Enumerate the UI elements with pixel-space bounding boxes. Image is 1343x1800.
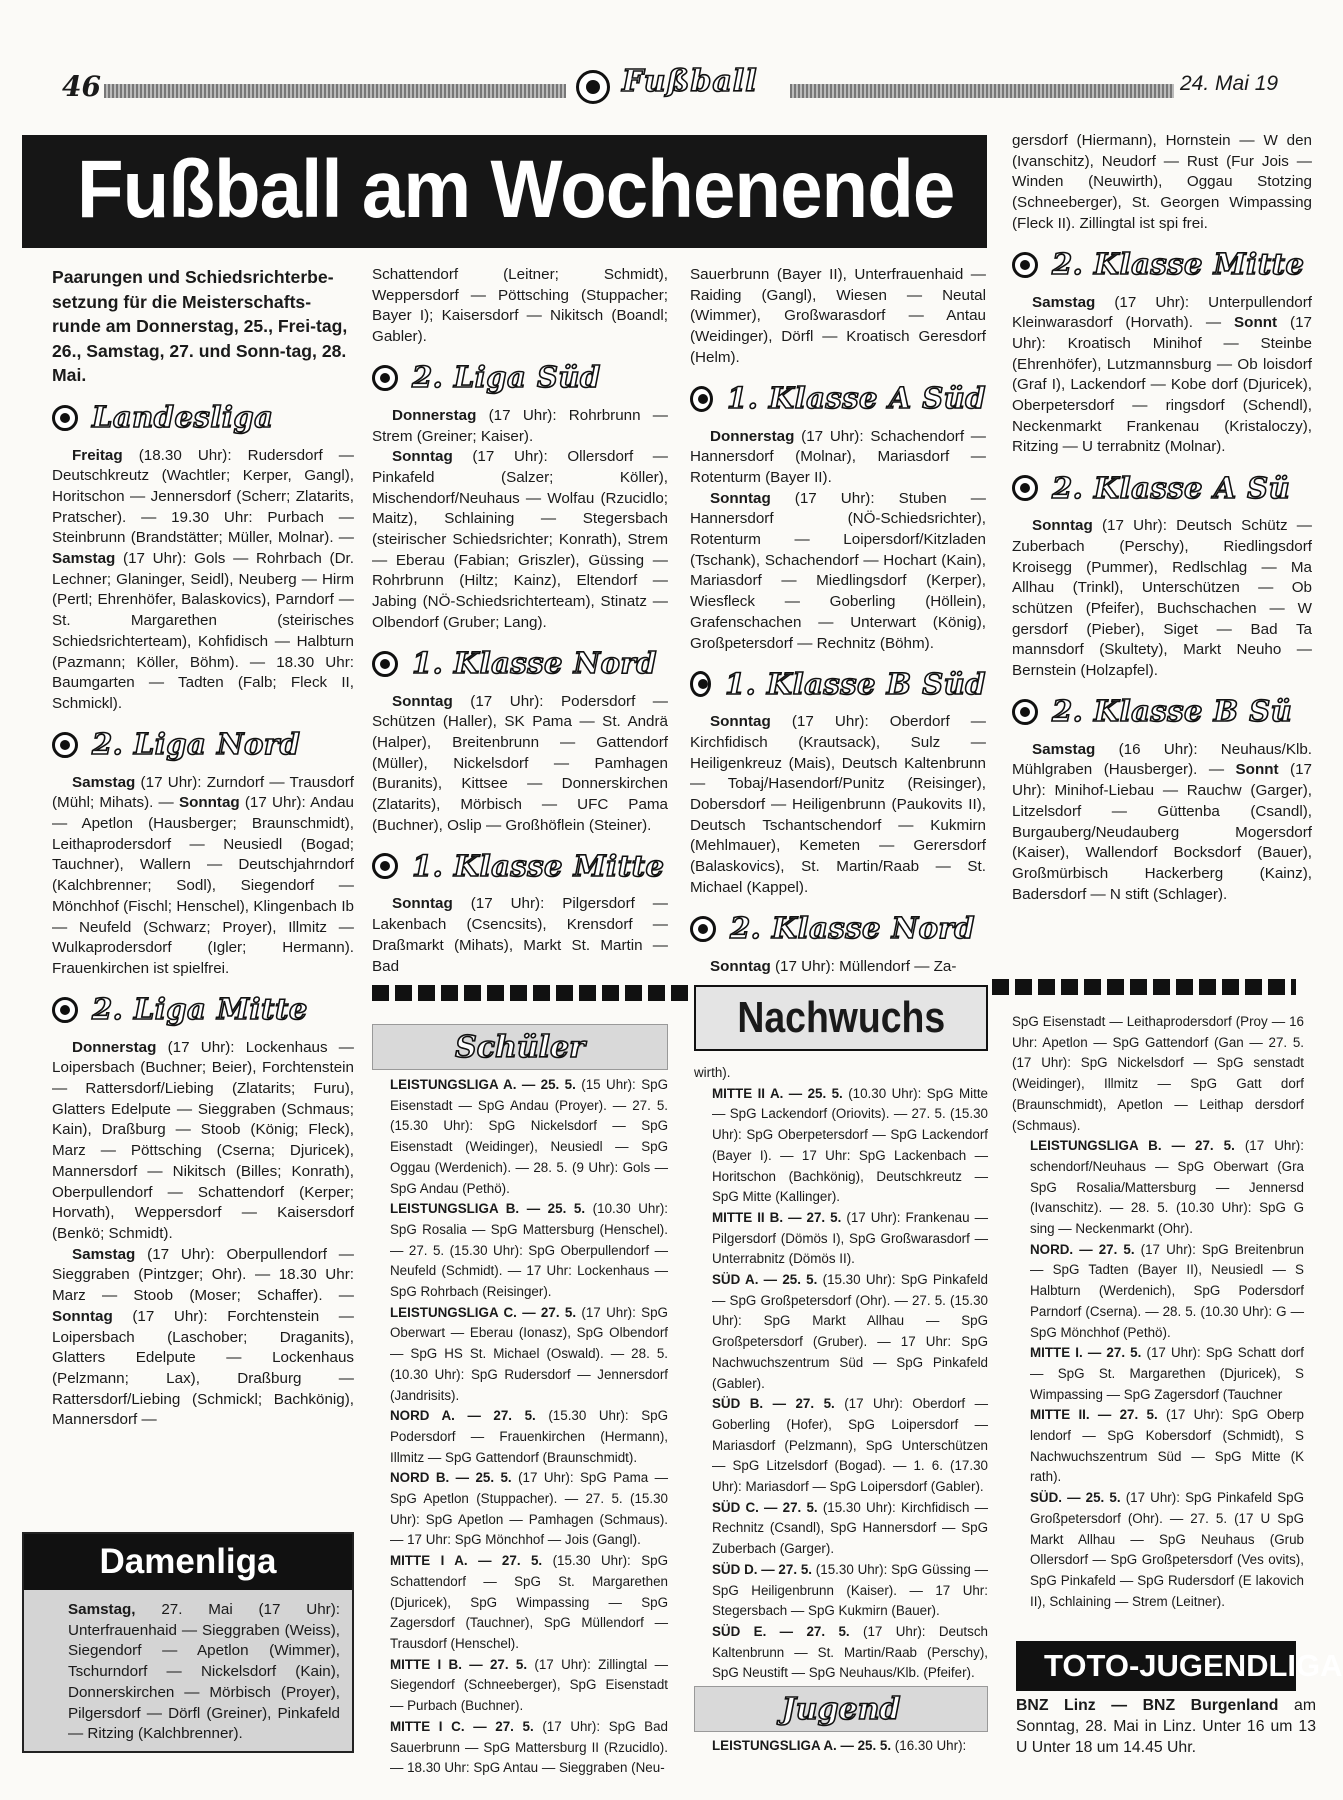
toto-jugendliga-title: TOTO-JUGENDLIGA bbox=[1016, 1641, 1296, 1691]
league-label: MITTE I C. — 27. 5. bbox=[390, 1718, 534, 1734]
liga2sued-title: 2. Liga Süd bbox=[412, 360, 601, 395]
fixtures-text: (16 Uhr): Neuhaus/Klb. Mühlgraben (Hausberger). — bbox=[1012, 740, 1312, 779]
soccer-ball-icon bbox=[1012, 699, 1038, 725]
day-label: Freitag bbox=[72, 446, 123, 464]
headline-banner bbox=[22, 135, 987, 248]
col4-continuation-2: SpG Eisenstadt — Leithaprodersdorf (Proy — 16 Uhr: Apetlon — SpG Gattendorf (Gan — 27. 5. (17 Uhr): SpG Nickelsdorf — SpG senstadt (Weidinger), Illmitz — SpG Gatt dorf (Braunschmidt), Apetlon — Leithap dersdorf (Schmaus). bbox=[1012, 1014, 1304, 1133]
klasse2bsued-header bbox=[1012, 690, 1312, 734]
klasse2bsued-title: 2. Klasse B Sü bbox=[1052, 694, 1293, 729]
klasse1bsued-header bbox=[690, 662, 986, 706]
league-label: MITTE II B. — 27. 5. bbox=[712, 1209, 842, 1225]
schueler-header bbox=[372, 1024, 668, 1070]
fixtures-text: (17 Uhr): Stuben — Hannersdorf (NÖ-Schiedsrichter), Rotenturm — Loipersdorf/Kitzladen (Tschank), Schachendorf — Hochart (Kain), Mariasdorf — Miedlingsdorf (Kerper), Wiesfleck — Goberling (Höllein), Grafenschachen — Unterwart (König), Großpetersdorf — Rechnitz (Böhm). bbox=[690, 489, 986, 652]
fixtures-text: (16.30 Uhr): bbox=[891, 1738, 967, 1753]
fixtures-text: (17 Uhr): Podersdorf — Schützen (Haller), SK Pama — St. Andrä (Halper), Breitenbrunn — Gattendorf (Müller), Nickelsdorf — Pamhagen (Buranits), Kittsee — Donnerskirchen (Zlatarits), Mörbisch — UFC Pama (Buchner), Oslip — Großhöflein (Steiner). bbox=[372, 692, 668, 834]
column-2 bbox=[372, 265, 668, 977]
fixtures-text: (17 Uhr): SpG Pinkafeld SpG Großpetersdorf (Ohr). — 27. 5. (17 U SpG Markt Allhau — SpG Neuhaus (Grub Ollersdorf — SpG Großpetersdorf (Ves ovits), SpG Pinkafeld — SpG Rudersdorf (E lakovich II), Schlaining — Strem (Leitner). bbox=[1030, 1490, 1304, 1609]
fixtures-text: (17 Uhr): Forchtenstein — Loipersbach (Laschober; Draganits), Glatters Edelpute — Lockenhaus (Pelzmann; Lax), Draßburg — Rattersdorf/Liebing (Schmickl; Bachkönig), Mannersdorf — bbox=[52, 1307, 354, 1429]
col3-continuation: Sauerbrunn (Bayer II), Unterfrauenhaid — Raiding (Gangl), Wiesen — Neutal (Wimmer), Großwarasdorf — Antau (Weidinger), Dörfl — Kroatisch Geresdorf (Helm). bbox=[690, 266, 986, 366]
fixture-entry bbox=[694, 1498, 988, 1560]
toto-text bbox=[1016, 1695, 1316, 1795]
jugend-header bbox=[694, 1686, 988, 1732]
fixtures-text: (17 Uhr): SpG Pama — SpG Apetlon (Stuppacher). — 27. 5. (15.30 Uhr): SpG Apetlon — Pamhagen (Schmaus). — 17 Uhr: SpG Mönchhof — Jois (Gangl). bbox=[390, 1470, 668, 1548]
header-rule-right bbox=[790, 84, 1174, 98]
day-label: Sonntag bbox=[710, 713, 771, 731]
day-label: Sonnt bbox=[1234, 314, 1278, 332]
fixtures-text: (17 Uhr): SpG Oberp lendorf — SpG Kobersdorf (Schmidt), S Nachwuchszentrum Süd — SpG Mitte (K rath). bbox=[1030, 1407, 1304, 1485]
liga2nord-title: 2. Liga Nord bbox=[92, 727, 301, 762]
day-label: Sonntag bbox=[52, 1307, 113, 1325]
klasse2asued-header bbox=[1012, 466, 1312, 510]
fixture-entry bbox=[372, 1468, 668, 1551]
jugend-title: Jugend bbox=[781, 1691, 901, 1727]
klasse1mitte-title: 1. Klasse Mitte bbox=[412, 849, 665, 884]
fixtures-text: (17 Uhr): Unterpullendorf Kleinwarasdorf (Horvath). — bbox=[1012, 293, 1312, 332]
league-label: MITTE I B. — 27. 5. bbox=[390, 1656, 528, 1672]
league-label: NORD. — 27. 5. bbox=[1030, 1241, 1135, 1257]
soccer-ball-icon bbox=[372, 365, 398, 391]
fixture-entry bbox=[694, 1270, 988, 1394]
league-label: SÜD. — 25. 5. bbox=[1030, 1490, 1121, 1506]
league-label: SÜD C. — 27. 5. bbox=[712, 1499, 818, 1515]
column-4-youth bbox=[1012, 1012, 1305, 1632]
league-label: SÜD A. — 25. 5. bbox=[712, 1272, 818, 1288]
league-label: LEISTUNGSLIGA B. — 25. 5. bbox=[390, 1201, 586, 1217]
liga2nord-fixtures bbox=[52, 773, 354, 980]
fixtures-text: (17 Uhr): Kroatisch Minihof — Steinbe (Ehrenhöfer), Lutzmannsburg — Ob loisdorf (Graf I), Lackendorf — Kobe dorf (Djuricek), Oberpetersdorf — ringsdorf (Schendl), Neckenmarkt Frankenau (Kristaloczy), Ritzing — U terrabnitz (Molnar). bbox=[1012, 314, 1312, 456]
klasse1mitte-header bbox=[372, 844, 668, 888]
fixtures-text: (15.30 Uhr): SpG Pinkafeld — SpG Großpetersdorf (Ohr). — 27. 5. (15.30 Uhr): SpG Markt Allhau — SpG Großpetersdorf (Gruber). — 17 Uhr: SpG Nachwuchszentrum Süd — SpG Pinkafeld (Gabler). bbox=[712, 1272, 988, 1391]
fixture-entry bbox=[694, 1084, 988, 1208]
fixtures-text: (17 Uhr): Deutsch Schütz — Zuberbach (Perschy), Riedlingsdorf Kroisegg (Pummer), Redlschlag — Ma Allhau (Trinkl), Unterschützen — Ob schützen (Pfeifer), Buchschachen — W gersdorf (Pieber), Siget — Bad Ta mannsdorf (Skultety), Markt Neuho — Bernstein (Holzapfel). bbox=[1012, 517, 1312, 680]
day-label: Samstag bbox=[52, 550, 116, 568]
fixtures-text: (17 Uhr): SpG Oberwart — Eberau (Ionasz), SpG Olbendorf — SpG HS St. Michael (Oswald). — 28. 5. (10.30 Uhr): SpG Rudersdorf — Jennersdorf (Jandrisits). bbox=[390, 1304, 668, 1403]
fixtures-text: (15.30 Uhr): SpG Schattendorf — SpG St. Margarethen (Djuricek), SpG Wimpassing — SpG Zagersdorf (Tauchner), SpG Müllendorf — Trausdorf (Henschel). bbox=[390, 1553, 668, 1651]
fixtures-text: (17 Uhr): SpG Breitenbrun — SpG Tadten (Bayer II), Neusiedl — S Halbturn (Werdenich), SpG Podersdorf Parndorf (Cserna). — 28. 5. (10.30 Uhr): G — SpG Mönchhof (Pethö). bbox=[1030, 1241, 1305, 1340]
day-label: Donnerstag bbox=[710, 427, 795, 445]
page-date: 24. Mai 19 bbox=[1180, 72, 1279, 95]
soccer-ball-icon bbox=[576, 70, 610, 104]
day-label: Sonntag bbox=[392, 692, 453, 710]
soccer-ball-icon bbox=[690, 916, 716, 942]
fixtures-text: (17 Uhr): Zillingtal — Siegendorf (Schneeberger), SpG Eisenstadt — Purbach (Buchner). bbox=[390, 1656, 668, 1714]
col2-continuation: Schattendorf (Leitner; Schmidt), Weppersdorf — Pöttsching (Stuppacher; Bayer I); Kaisersdorf — Nikitsch (Boandl; Gabler). bbox=[372, 266, 668, 346]
fixtures-text: (17 Uhr): Minihof-Liebau — Rauchw (Garger), Litzelsdorf — Güttenba (Csandl), Burgauberg/Neudauberg Mogersdorf (Kaiser), Wallendorf Bocksdorf (Bauer), Großmürbisch Hackerberg (Kainz), Badersdorf — N stift (Schlager). bbox=[1012, 761, 1312, 903]
fixtures-text: (17 Uhr): SpG Schatt dorf — SpG St. Margarethen (Djuricek), S Wimpassing — SpG Zagersdorf (Tauchner bbox=[1030, 1345, 1304, 1402]
damenliga-fixtures bbox=[24, 1590, 352, 1745]
page-number: 46 bbox=[62, 70, 101, 103]
klasse2nord-title: 2. Klasse Nord bbox=[730, 911, 975, 946]
klasse1nord-header bbox=[372, 642, 668, 686]
fixture-entry bbox=[1012, 1343, 1304, 1405]
fixtures-text: (17 Uhr): Müllendorf — Za- bbox=[770, 957, 957, 975]
header-rule-left bbox=[104, 84, 566, 98]
fixture-entry bbox=[372, 1551, 668, 1655]
day-label: Samstag bbox=[72, 1245, 136, 1263]
section-title: Fußball bbox=[622, 64, 758, 99]
fixtures-text: (17 Uhr): Rohrbrunn — Strem (Greiner; Kaiser). bbox=[372, 406, 668, 445]
league-label: SÜD E. — 27. 5. bbox=[712, 1623, 850, 1639]
league-label: LEISTUNGSLIGA A. — 25. 5. bbox=[390, 1077, 576, 1092]
klasse2bsued-fixtures bbox=[1012, 740, 1312, 906]
day-label: Sonntag bbox=[1032, 517, 1093, 535]
liga2sued-fixtures-2 bbox=[372, 447, 668, 633]
nachwuchs-fixtures bbox=[694, 1063, 988, 1684]
soccer-ball-icon bbox=[372, 651, 398, 677]
klasse2mitte-header bbox=[1012, 243, 1312, 287]
liga2mitte-fixtures bbox=[52, 1038, 354, 1245]
intro-text: Paarungen und Schiedsrichterbe-setzung für die Meisterschafts-runde am Donnerstag, 25., Frei-tag, 26., Samstag, 27. und Sonn-tag, 28. Mai. bbox=[52, 267, 348, 385]
fixture-entry bbox=[694, 1394, 988, 1498]
liga2mitte-title: 2. Liga Mitte bbox=[92, 992, 308, 1027]
liga2sued-header bbox=[372, 356, 668, 400]
fixture-entry bbox=[1012, 1136, 1304, 1240]
day-label: Sonntag bbox=[392, 895, 453, 913]
schueler-title: Schüler bbox=[455, 1029, 585, 1065]
fixture-entry bbox=[372, 1655, 668, 1717]
fixtures-text: (17 Uhr): SpG Bad Sauerbrunn — SpG Mattersburg II (Rzucidlo). — 18.30 Uhr: SpG Antau — Sieggraben (Neu- bbox=[390, 1718, 668, 1776]
fixtures-text: (17 Uhr): Ollersdorf — Pinkafeld (Salzer; Köller), Mischendorf/Neuhaus — Wolfau (Rzucidlo; Maitz), Schlaining — Stegersbach (steirischer Schiedsrichter; Konrath), Strem — Eberau (Fabian; Griszler), Güssing — Rohrbrunn (Hiltz; Kainz), Eltendorf — Jabing (NÖ-Schiedsrichterteam), Stinatz — Olbendorf (Gruber; Lang). bbox=[372, 448, 668, 631]
fixtures-text: (18.30 Uhr): Rudersdorf — Deutschkreutz (Wachtler; Kerper, Gangl), Horitschon — Jennersdorf (Scherr; Zlatarits, Pratscher). — 19.30 Uhr: Purbach — Steinbrunn (Brandstätter; Müller, Molnar). — bbox=[52, 446, 354, 547]
separator-dots bbox=[372, 985, 690, 1001]
day-label: Sonntag bbox=[178, 794, 240, 812]
day-label: Donnerstag bbox=[72, 1038, 157, 1056]
fixture-entry bbox=[372, 1717, 668, 1779]
klasse1mitte-fixtures bbox=[372, 894, 668, 977]
league-label: LEISTUNGSLIGA C. — 27. 5. bbox=[390, 1304, 577, 1320]
col3-continuation-2: wirth). bbox=[694, 1065, 731, 1080]
fixtures-text: (17 Uhr): Frankenau — Pilgersdorf (Dömös I), SpG Großwarasdorf — Unterrabnitz (Dömös II). bbox=[712, 1209, 988, 1267]
klasse1asued-fixtures bbox=[690, 427, 986, 489]
fixture-entry bbox=[1012, 1488, 1304, 1612]
column-3 bbox=[690, 265, 986, 977]
league-label: LEISTUNGSLIGA B. — 27. 5. bbox=[1030, 1138, 1235, 1154]
fixture-entry bbox=[372, 1303, 668, 1407]
klasse2mitte-title: 2. Klasse Mitte bbox=[1052, 247, 1305, 282]
nachwuchs-title-box bbox=[694, 985, 988, 1051]
fixtures-text: (17 Uhr): Gols — Rohrbach (Dr. Lechner; Glaninger, Seidl), Neuberg — Hirm (Pertl; Ehrenhöfer, Balaskovics), Parndorf — St. Margarethen (steirisches Schiedsrichterteam), Kohfidisch — Halbturn (Pazmann; Köller, Böhm). — 18.30 Uhr: Baumgarten — Tadten (Falb; Fleck II, Schmickl). bbox=[52, 550, 354, 712]
fixtures-text: (17 Uhr): Deutsch Kaltenbrunn — St. Martin/Raab (Perschy), SpG Neustift — SpG Neuhaus/Klb. (Pfeifer). bbox=[712, 1623, 988, 1681]
fixtures-text: (15.30 Uhr): SpG Güssing — SpG Heiligenbrunn (Kaiser). — 17 Uhr: Stegersbach — SpG Kukmirn (Bauer). bbox=[712, 1561, 989, 1619]
fixture-entry bbox=[1012, 1405, 1304, 1488]
klasse2nord-fixtures bbox=[690, 957, 986, 978]
league-label: SÜD D. — 27. 5. bbox=[712, 1561, 813, 1577]
fixtures-text: (17 Uhr): Oberdorf — Kirchfidisch (Krautsack), Sulz — Heiligenkreuz (Mais), Deutsch Kaltenbrunn — Tobaj/Hasendorf/Punitz (Reisinger), Dobersdorf — Heiligenbrunn (Paukovits II), Deutsch Tschantschendorf — Kukmirn (Mehlmauer), Kemeten — Gerersdorf (Balaskovics), St. Martin/Raab — St. Michael (Kappel). bbox=[690, 713, 986, 896]
day-label: Sonntag bbox=[392, 448, 453, 466]
schueler-fixtures bbox=[372, 1075, 668, 1779]
fixtures-text: (17 Uhr): Schachendorf — Hannersdorf (Molnar), Mariasdorf — Rotenturm (Bayer II). bbox=[690, 427, 986, 486]
column-4 bbox=[1012, 131, 1312, 971]
fixtures-text: am Sonntag, 28. Mai in Linz. Unter 16 um 13 U Unter 18 um 14.45 Uhr. bbox=[1016, 1697, 1316, 1756]
klasse2mitte-fixtures bbox=[1012, 293, 1312, 459]
jugend-fixtures bbox=[694, 1736, 988, 1757]
league-label: SÜD B. — 27. 5. bbox=[712, 1396, 835, 1412]
fixtures-text: (17 Uhr): Oberpullendorf — Sieggraben (Pintzger; Ohr). — 18.30 Uhr: Marz — Stoob (Moser; Schaffer). — bbox=[52, 1245, 354, 1305]
day-label: Sonntag bbox=[710, 489, 771, 507]
league-label: MITTE I. — 27. 5. bbox=[1030, 1345, 1142, 1361]
match-label: BNZ Linz — BNZ Burgenland bbox=[1016, 1697, 1279, 1714]
day-label: Samstag bbox=[1032, 293, 1096, 311]
klasse1nord-title: 1. Klasse Nord bbox=[412, 646, 657, 681]
league-label: MITTE I A. — 27. 5. bbox=[390, 1553, 543, 1569]
soccer-ball-icon bbox=[52, 732, 78, 758]
klasse1nord-fixtures bbox=[372, 692, 668, 837]
fixtures-text: (17 Uhr): Andau — Apetlon (Hausberger; Braunschmidt), Leithaprodersdorf — Neusiedl (Bogad; Tauchner), Wallern — Deutschjahrndorf (Kalchbrenner; Sodl), Siegendorf — Mönchhof (Fischl; Henschel), Klingenbach Ib — Neufeld (Schwarz; Proyer), Illmitz — Wulkaprodersdorf (Igler; Hermann). Frauenkirchen ist spielfrei. bbox=[52, 794, 354, 977]
league-label: NORD B. — 25. 5. bbox=[390, 1470, 512, 1486]
soccer-ball-icon bbox=[1012, 252, 1038, 278]
liga2mitte-fixtures-2 bbox=[52, 1245, 354, 1431]
fixtures-text: (17 Uhr): schendorf/Neuhaus — SpG Oberwart (Gra SpG Rosalia/Mattersburg — Jennersd (Ivanschitz). — 28. 5. (10.30 Uhr): SpG G sing — Neckenmarkt (Ohr). bbox=[1030, 1138, 1304, 1237]
day-label: Samstag, bbox=[68, 1601, 136, 1618]
soccer-ball-icon bbox=[52, 405, 78, 431]
fixtures-text: (10.30 Uhr): SpG Mitte — SpG Lackendorf (Oriovits). — 27. 5. (15.30 Uhr): SpG Oberpetersdorf — SpG Lackendorf (Bayer I). — 17 Uhr: SpG Lackenbach — Horitschon (Bachkönig), Deutschkreutz — SpG Mitte (Kallinger). bbox=[712, 1085, 988, 1205]
landesliga-header bbox=[52, 396, 354, 440]
klasse1bsued-title: 1. Klasse B Süd bbox=[725, 666, 986, 701]
fixtures-text: (15.30 Uhr): SpG Podersdorf — Frauenkirchen (Hermann), Illmitz — SpG Gattendorf (Braunschmidt). bbox=[390, 1408, 669, 1465]
liga2mitte-header bbox=[52, 988, 354, 1032]
fixtures-text: (17 Uhr): Oberdorf — Goberling (Hofer), SpG Loipersdorf — Mariasdorf (Pelzmann), SpG Unterschützen — SpG Litzelsdorf (Bogad). — 1. 6. (17.30 Uhr): Mariasdorf — SpG Loipersdorf (Gabler). bbox=[712, 1396, 988, 1495]
fixtures-text: (17 Uhr): Zurndorf — Trausdorf (Mühl; Mihats). — bbox=[52, 773, 354, 812]
klasse2nord-header bbox=[690, 907, 986, 951]
league-label: NORD A. — 27. 5. bbox=[390, 1408, 536, 1424]
day-label: Samstag bbox=[72, 773, 136, 791]
damenliga-box bbox=[22, 1532, 354, 1753]
fixtures-text: (15 Uhr): SpG Eisenstadt — SpG Andau (Proyer). — 27. 5. (15.30 Uhr): SpG Nickelsdorf — SpG Eisenstadt (Weidinger), Neusiedl — SpG Oggau (Werdenich). — 28. 5. (9 Uhr): Gols — SpG Andau (Pethö). bbox=[390, 1077, 668, 1196]
separator-dots bbox=[992, 979, 1296, 995]
league-label: MITTE II A. — 25. 5. bbox=[712, 1085, 843, 1101]
klasse1asued-title: 1. Klasse A Süd bbox=[727, 381, 986, 416]
soccer-ball-icon bbox=[52, 997, 78, 1023]
fixtures-text: (15.30 Uhr): Kirchfidisch — Rechnitz (Csandl), SpG Hannersdorf — SpG Zuberbach (Garger). bbox=[712, 1499, 988, 1557]
fixture-entry bbox=[694, 1560, 988, 1622]
column-1 bbox=[52, 265, 354, 1431]
liga2nord-header bbox=[52, 723, 354, 767]
klasse2asued-title: 2. Klasse A Sü bbox=[1052, 470, 1291, 505]
day-label: Donnerstag bbox=[392, 406, 477, 424]
liga2sued-fixtures bbox=[372, 406, 668, 447]
fixture-entry bbox=[372, 1199, 668, 1303]
soccer-ball-icon bbox=[690, 386, 713, 412]
damenliga-title: Damenliga bbox=[24, 1534, 352, 1590]
day-label: Sonntag bbox=[710, 957, 771, 975]
landesliga-fixtures bbox=[52, 446, 354, 715]
headline: Fußball am Wochenende bbox=[77, 144, 955, 235]
soccer-ball-icon bbox=[1012, 475, 1038, 501]
day-label: Samstag bbox=[1032, 740, 1096, 758]
klasse2asued-fixtures bbox=[1012, 516, 1312, 682]
fixtures-text: (17 Uhr): Lockenhaus — Loipersbach (Buchner; Beier), Forchtenstein — Rattersdorf/Liebing (Zlatarits; Furu), Glatters Edelpute — Sieggraben (Schmaus; Kain), Draßburg — Stoob (König; Fleck), Marz — Pöttsching (Cserna; Djuricek), Mannersdorf — Nikitsch (Billes; Konrath), Oberpullendorf — Schattendorf (Kerper; Horvath), Weppersdorf — Kaisersdorf (Benkö; Schmidt). bbox=[52, 1038, 354, 1242]
soccer-ball-icon bbox=[690, 671, 711, 697]
fixture-entry bbox=[372, 1075, 668, 1199]
fixtures-text: (10.30 Uhr): SpG Rosalia — SpG Mattersburg (Henschel). — 27. 5. (15.30 Uhr): SpG Oberpullendorf — Neufeld (Schmidt). — 17 Uhr: Lockenhaus — SpG Rohrbach (Reisinger). bbox=[390, 1201, 668, 1300]
col4-continuation: gersdorf (Hiermann), Hornstein — W den (Ivanschitz), Neudorf — Rust (Fur Jois — Winden (Neuwirth), Oggau Stotzing (Schneeberger), St. Georgen Wimpassing (Fleck II). Zillingtal ist spi frei. bbox=[1012, 132, 1312, 232]
fixtures-text: 27. Mai (17 Uhr): Unterfrauenhaid — Sieggraben (Weiss), Siegendorf — Apetlon (Wimmer), Tschurndorf — Nickelsdorf (Kain), Donnerskirchen — Mörbisch (Proyer), Pilgersdorf — Dörfl (Greiner), Pinkafeld — Ritzing (Kalchbrenner). bbox=[68, 1601, 340, 1743]
league-label: MITTE II. — 27. 5. bbox=[1030, 1407, 1158, 1423]
day-label: Sonnt bbox=[1235, 761, 1279, 779]
fixture-entry bbox=[694, 1622, 988, 1684]
landesliga-title: Landesliga bbox=[92, 400, 274, 435]
league-label: LEISTUNGSLIGA A. — 25. 5. bbox=[712, 1738, 892, 1753]
fixture-entry bbox=[694, 1208, 988, 1270]
soccer-ball-icon bbox=[372, 853, 398, 879]
fixture-entry bbox=[372, 1406, 668, 1468]
klasse1asued-header bbox=[690, 377, 986, 421]
klasse1asued-fixtures-2 bbox=[690, 489, 986, 655]
nachwuchs-title: Nachwuchs bbox=[737, 993, 945, 1042]
fixtures-text: (17 Uhr): Pilgersdorf — Lakenbach (Csencsits), Krensdorf — Draßmarkt (Mihats), Markt St. Martin — Bad bbox=[372, 895, 668, 975]
klasse1bsued-fixtures bbox=[690, 712, 986, 898]
fixture-entry bbox=[1012, 1240, 1304, 1344]
